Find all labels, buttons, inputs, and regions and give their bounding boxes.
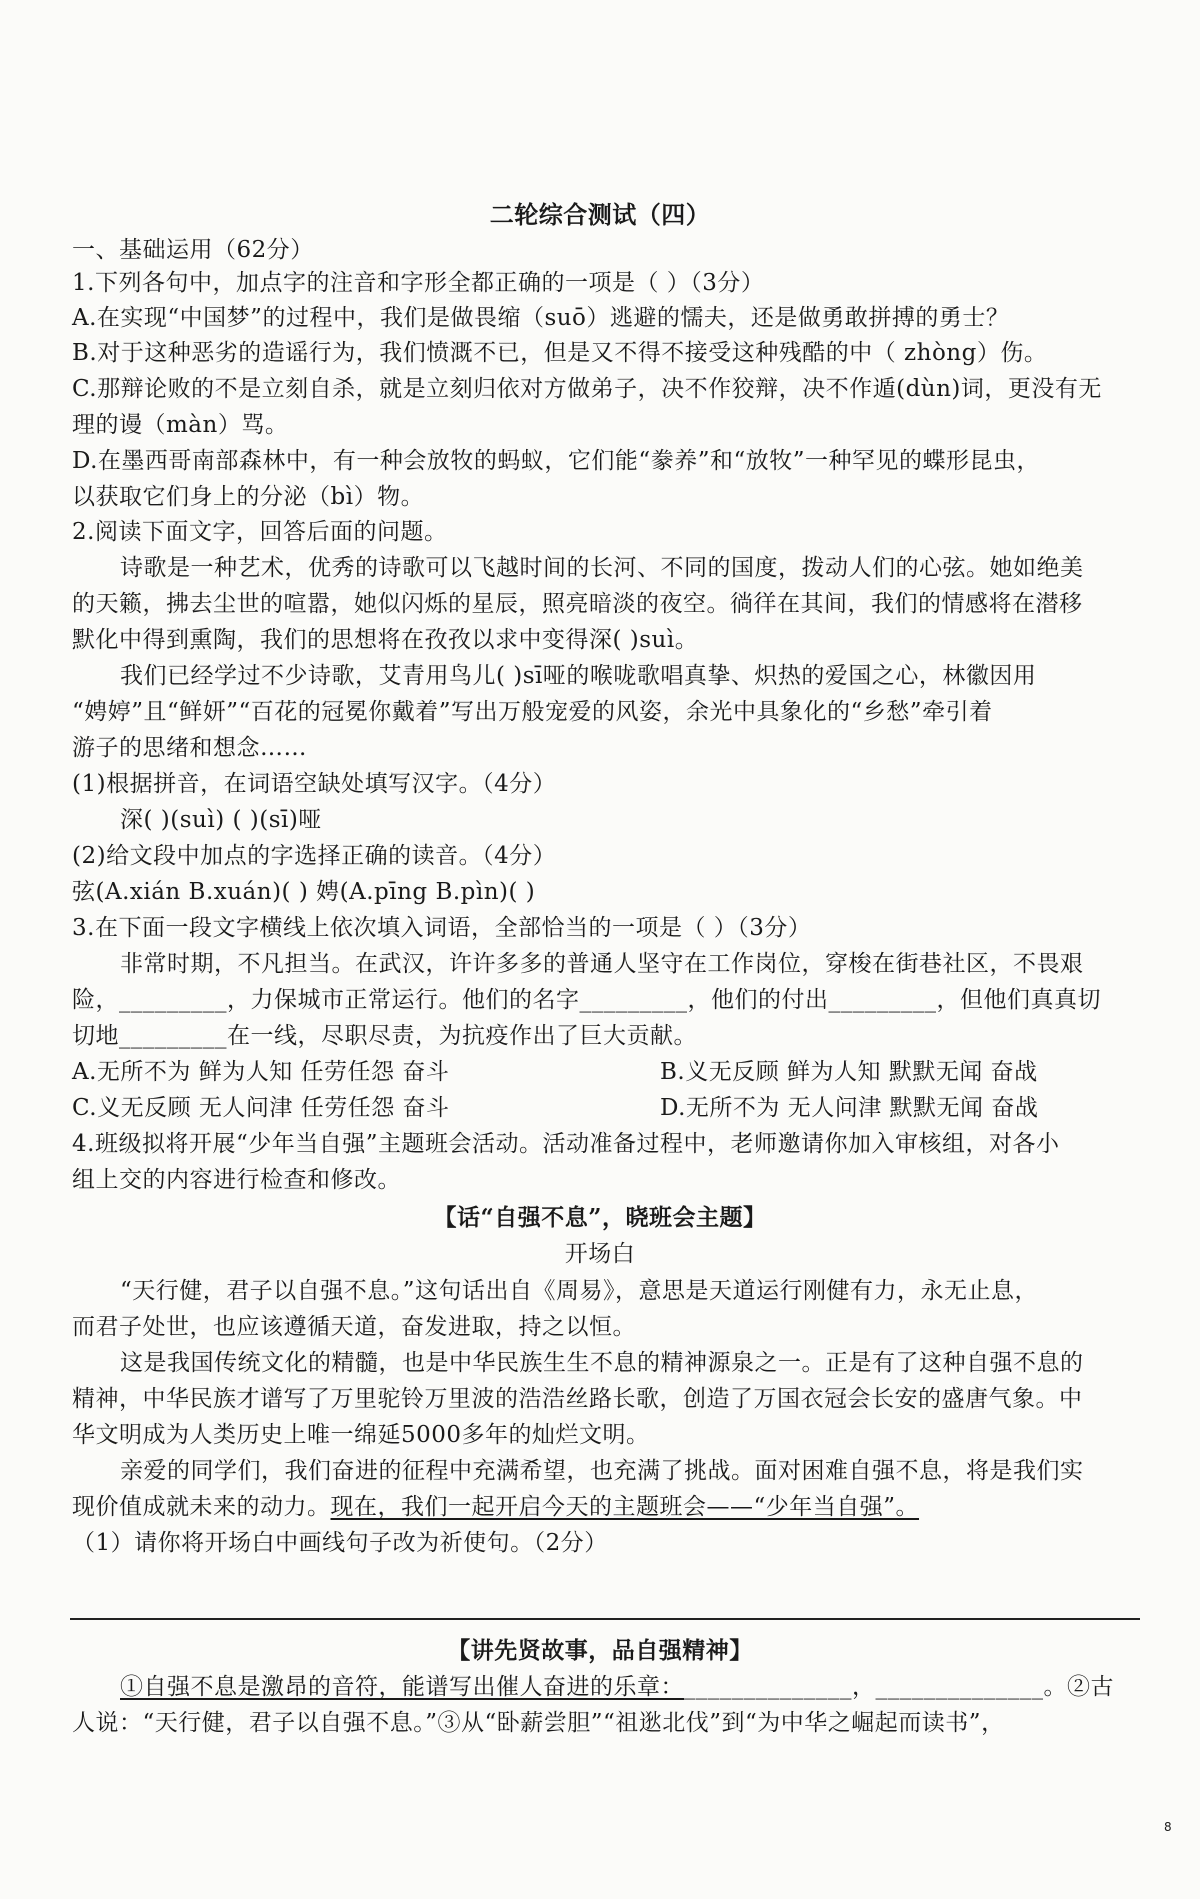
q2-passage-line: 游子的思绪和想念…… (72, 735, 307, 761)
q4-part-title: 【话“自强不息”，晓班会主题】 (433, 1204, 767, 1231)
q4-opening-line: 这是我国传统文化的精髓，也是中华民族生生不息的精神源泉之一。正是有了这种自强不息的 (120, 1350, 1084, 1376)
q2-stem: 2.阅读下面文字，回答后面的问题。 (72, 519, 448, 545)
q1-option-a: A.在实现“中国梦”的过程中，我们是做畏缩（suō）逃避的懦夫，还是做勇敢拼搏的勇士？ (72, 305, 1010, 331)
q1-option-d-line1: D.在墨西哥南部森林中，有一种会放牧的蚂蚁，它们能“豢养”和“放牧”一种罕见的蝶形昆虫， (72, 448, 1040, 474)
page-title: 二轮综合测试（四） (489, 200, 711, 229)
q4-opening-line: “天行健，君子以自强不息。”这句话出自《周易》，意思是天道运行刚健有力，永无止息， (120, 1278, 1039, 1304)
q3-passage-line: 切地_________在一线，尽职尽责，为抗疫作出了巨大贡献。 (72, 1023, 697, 1049)
q2-sub1: (1)根据拼音，在词语空缺处填写汉字。（4分） (72, 771, 557, 797)
answer-line (70, 1618, 1140, 1620)
q1-option-d-line2: 以获取它们身上的分泌（bì）物。 (72, 484, 425, 510)
q4-part2-line: 人说：“天行健，君子以自强不息。”③从“卧薪尝胆”“祖逖北伐”到“为中华之崛起而读书”， (72, 1710, 1005, 1736)
q4-stem-line1: 4.班级拟将开展“少年当自强”主题班会活动。活动准备过程中，老师邀请你加入审核组，对各小 (72, 1131, 1060, 1157)
q4-opening-title: 开场白 (564, 1241, 636, 1267)
underlined-sentence: 现在，我们一起开启今天的主题班会——“少年当自强”。 (330, 1494, 920, 1520)
q3-option-c: C.义无反顾 无人问津 任劳任怨 奋斗 (72, 1095, 450, 1121)
q1-option-c-line2: 理的谩（màn）骂。 (72, 412, 289, 438)
q3-option-b: B.义无反顾 鲜为人知 默默无闻 奋战 (660, 1059, 1038, 1085)
q2-passage-line: 默化中得到熏陶，我们的思想将在孜孜以求中变得深( )suì。 (72, 627, 699, 653)
q1-stem: 1.下列各句中，加点字的注音和字形全都正确的一项是（ ）（3分） (72, 270, 765, 296)
q2-passage-line: 我们已经学过不少诗歌，艾青用鸟儿( )sī哑的喉咙歌唱真挚、炽热的爱国之心，林徽因用 (120, 663, 1037, 689)
q4-opening-line: 精神，中华民族才谱写了万里驼铃万里波的浩浩丝路长歌，创造了万国衣冠会长安的盛唐气象。中 (72, 1386, 1083, 1412)
q4-sub1: （1）请你将开场白中画线句子改为祈使句。（2分） (72, 1530, 608, 1556)
q3-option-a: A.无所不为 鲜为人知 任劳任怨 奋斗 (72, 1059, 450, 1085)
q2-passage-line: 诗歌是一种艺术，优秀的诗歌可以飞越时间的长河、不同的国度，拨动人们的心弦。她如绝美 (120, 555, 1084, 581)
q3-option-d: D.无所不为 无人问津 默默无闻 奋战 (660, 1095, 1039, 1121)
q2-sub2: (2)给文段中加点的字选择正确的读音。（4分） (72, 843, 557, 869)
underlined-sentence: ①自强不息是激昂的音符，能谱写出催人奋进的乐章： (120, 1674, 684, 1700)
q3-passage-line: 险，_________，力保城市正常运行。他们的名字_________，他们的付出_________，但他们真真切 (72, 987, 1101, 1013)
q3-passage-line: 非常时期，不凡担当。在武汉，许许多多的普通人坚守在工作岗位，穿梭在街巷社区，不畏艰 (120, 951, 1084, 977)
q4-stem-line2: 组上交的内容进行检查和修改。 (72, 1167, 401, 1193)
fill-blanks: ______________，______________。②古 (684, 1674, 1114, 1700)
q2-passage-line: “娉婷”且“鲜妍”“百花的冠冕你戴着”写出万般宠爱的风姿，余光中具象化的“乡愁”牵引着 (72, 699, 993, 725)
section-heading: 一、基础运用（62分） (72, 237, 314, 263)
q1-option-b: B.对于这种恶劣的造谣行为，我们愤溉不已，但是又不得不接受这种残酷的中（ zhòng）伤。 (72, 340, 1048, 366)
q4-opening-line: 亲爱的同学们，我们奋进的征程中充满希望，也充满了挑战。面对困难自强不息，将是我们实 (120, 1458, 1084, 1484)
q4-part2-line (120, 1672, 1114, 1702)
opening-text: 现价值成就未来的动力。 (72, 1494, 331, 1520)
q4-opening-line: 华文明成为人类历史上唯一绵延5000多年的灿烂文明。 (72, 1422, 650, 1448)
page-mark: 8 (1164, 1820, 1172, 1834)
q3-stem: 3.在下面一段文字横线上依次填入词语，全部恰当的一项是（ ）（3分） (72, 915, 812, 941)
q2-passage-line: 的天籁，拂去尘世的喧嚣，她似闪烁的星辰，照亮暗淡的夜空。徜徉在其间，我们的情感将在潜移 (72, 591, 1083, 617)
q2-sub1-blanks: 深( )(suì) ( )(sī)哑 (120, 807, 322, 833)
q4-part2-title: 【讲先贤故事，品自强精神】 (447, 1637, 753, 1664)
q4-opening-line: 而君子处世，也应该遵循天道，奋发进取，持之以恒。 (72, 1314, 636, 1340)
q1-option-c-line1: C.那辩论败的不是立刻自杀，就是立刻归依对方做弟子，决不作狡辩，决不作遁(dùn)词，更没有无 (72, 376, 1102, 402)
q4-opening-line (72, 1492, 919, 1522)
q2-sub2-options: 弦(A.xián B.xuán)( ) 娉(A.pīng B.pìn)( ) (72, 879, 536, 905)
